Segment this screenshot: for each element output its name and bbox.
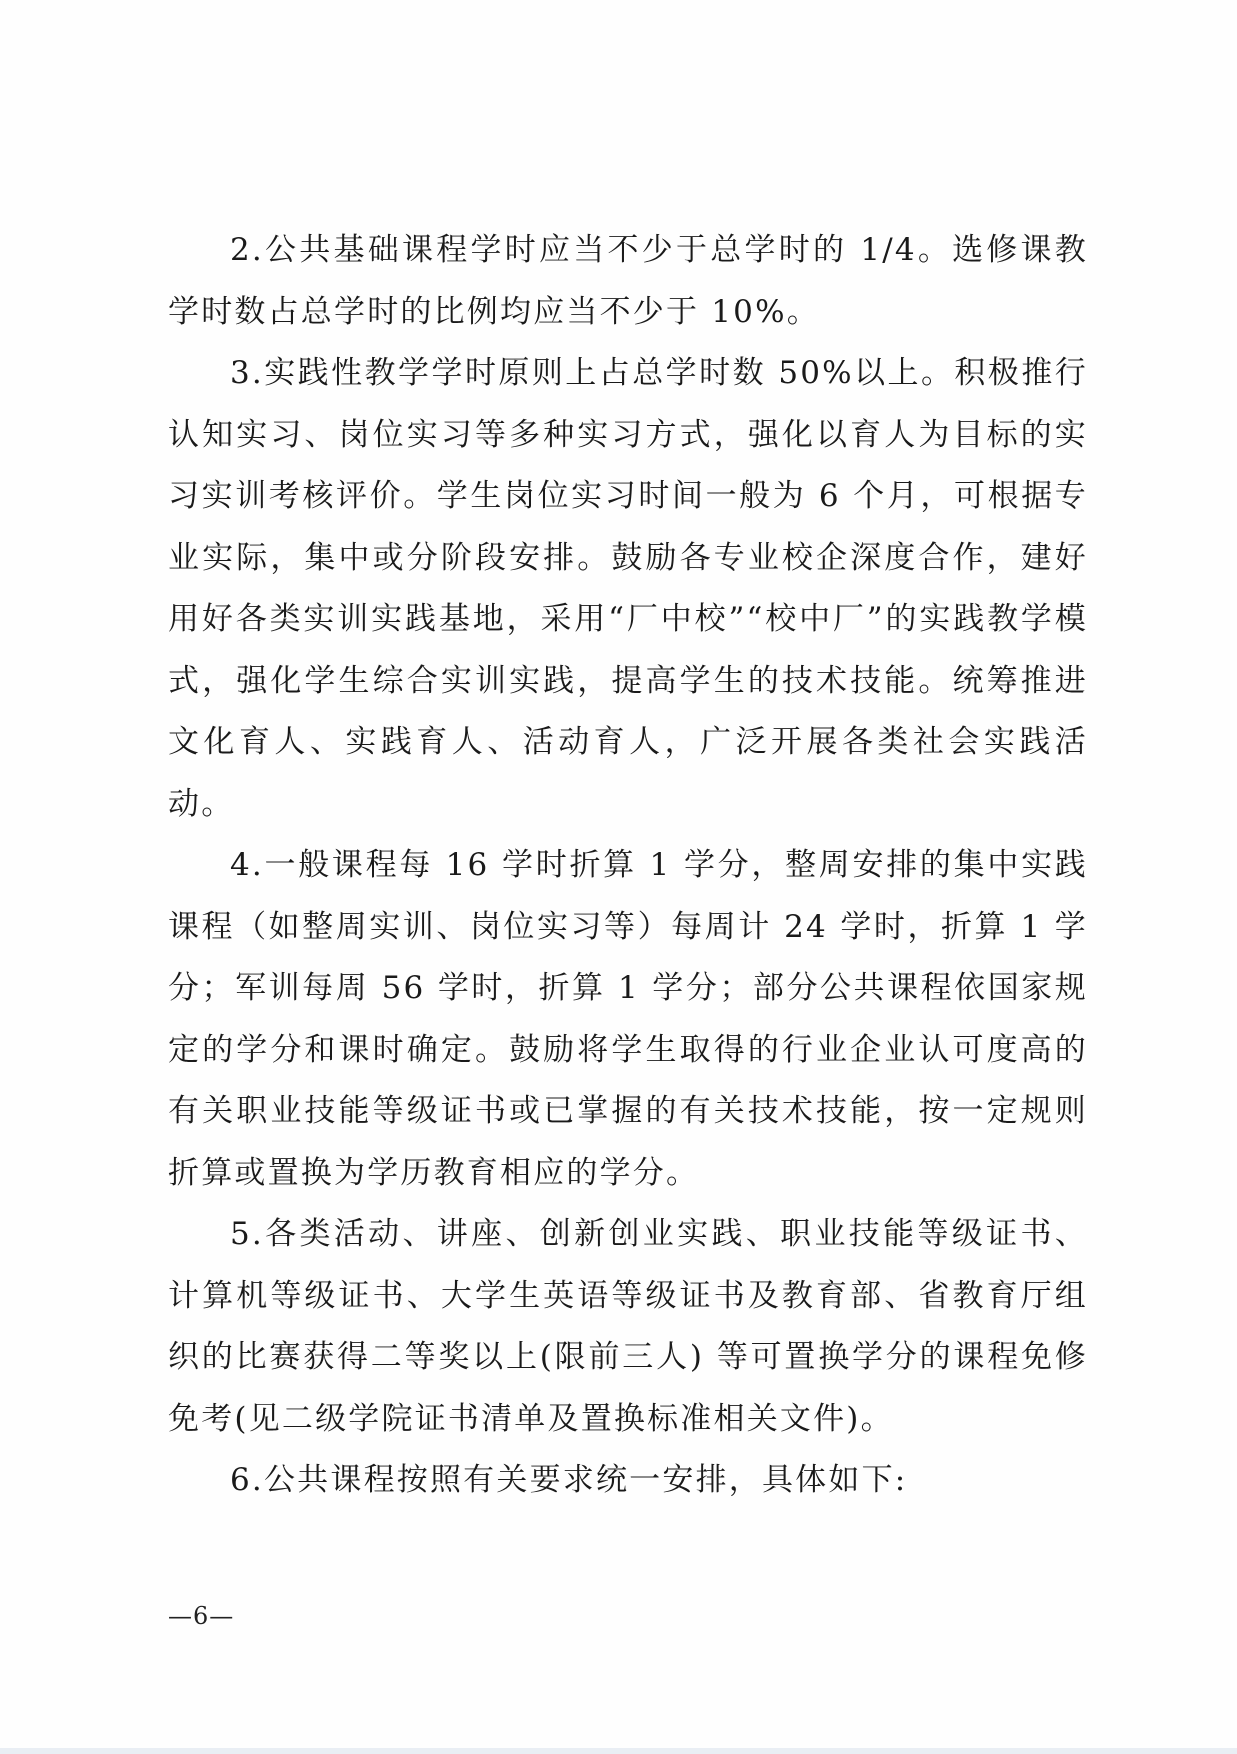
paragraph-item-4: 4.一般课程每 16 学时折算 1 学分，整周安排的集中实践课程（如整周实训、岗位实习等）每周计 24 学时，折算 1 学分；军训每周 56 学时，折算 1 学分；部分公共课程依国家规定的学分和课时确定。鼓励将学生取得的行业企业认可度高的有关职业技能等级证书或已掌握的有关技术技能，按一定规则折算或置换为学历教育相应的学分。	[168, 847, 1088, 1191]
paragraph-item-6: 6.公共课程按照有关要求统一安排，具体如下:	[230, 1462, 908, 1498]
paragraph-item-2: 2.公共基础课程学时应当不少于总学时的 1/4。选修课教学时数占总学时的比例均应当不少于 10%。	[168, 232, 1088, 330]
document-body	[168, 220, 1088, 1512]
page-number: —6—	[168, 1602, 235, 1630]
paragraph-item-5: 5.各类活动、讲座、创新创业实践、职业技能等级证书、计算机等级证书、大学生英语等级证书及教育部、省教育厅组织的比赛获得二等奖以上(限前三人) 等可置换学分的课程免修免考(见二级学院证书清单及置换标准相关文件)。	[168, 1216, 1088, 1437]
scan-edge-divider	[0, 1748, 1237, 1754]
paragraph-item-3: 3.实践性教学学时原则上占总学时数 50%以上。积极推行认知实习、岗位实习等多种实习方式，强化以育人为目标的实习实训考核评价。学生岗位实习时间一般为 6 个月，可根据专业实际，集中或分阶段安排。鼓励各专业校企深度合作，建好用好各类实训实践基地，采用“厂中校”“校中厂”的实践教学模式，强化学生综合实训实践，提高学生的技术技能。统筹推进文化育人、实践育人、活动育人，广泛开展各类社会实践活动。	[168, 355, 1088, 822]
